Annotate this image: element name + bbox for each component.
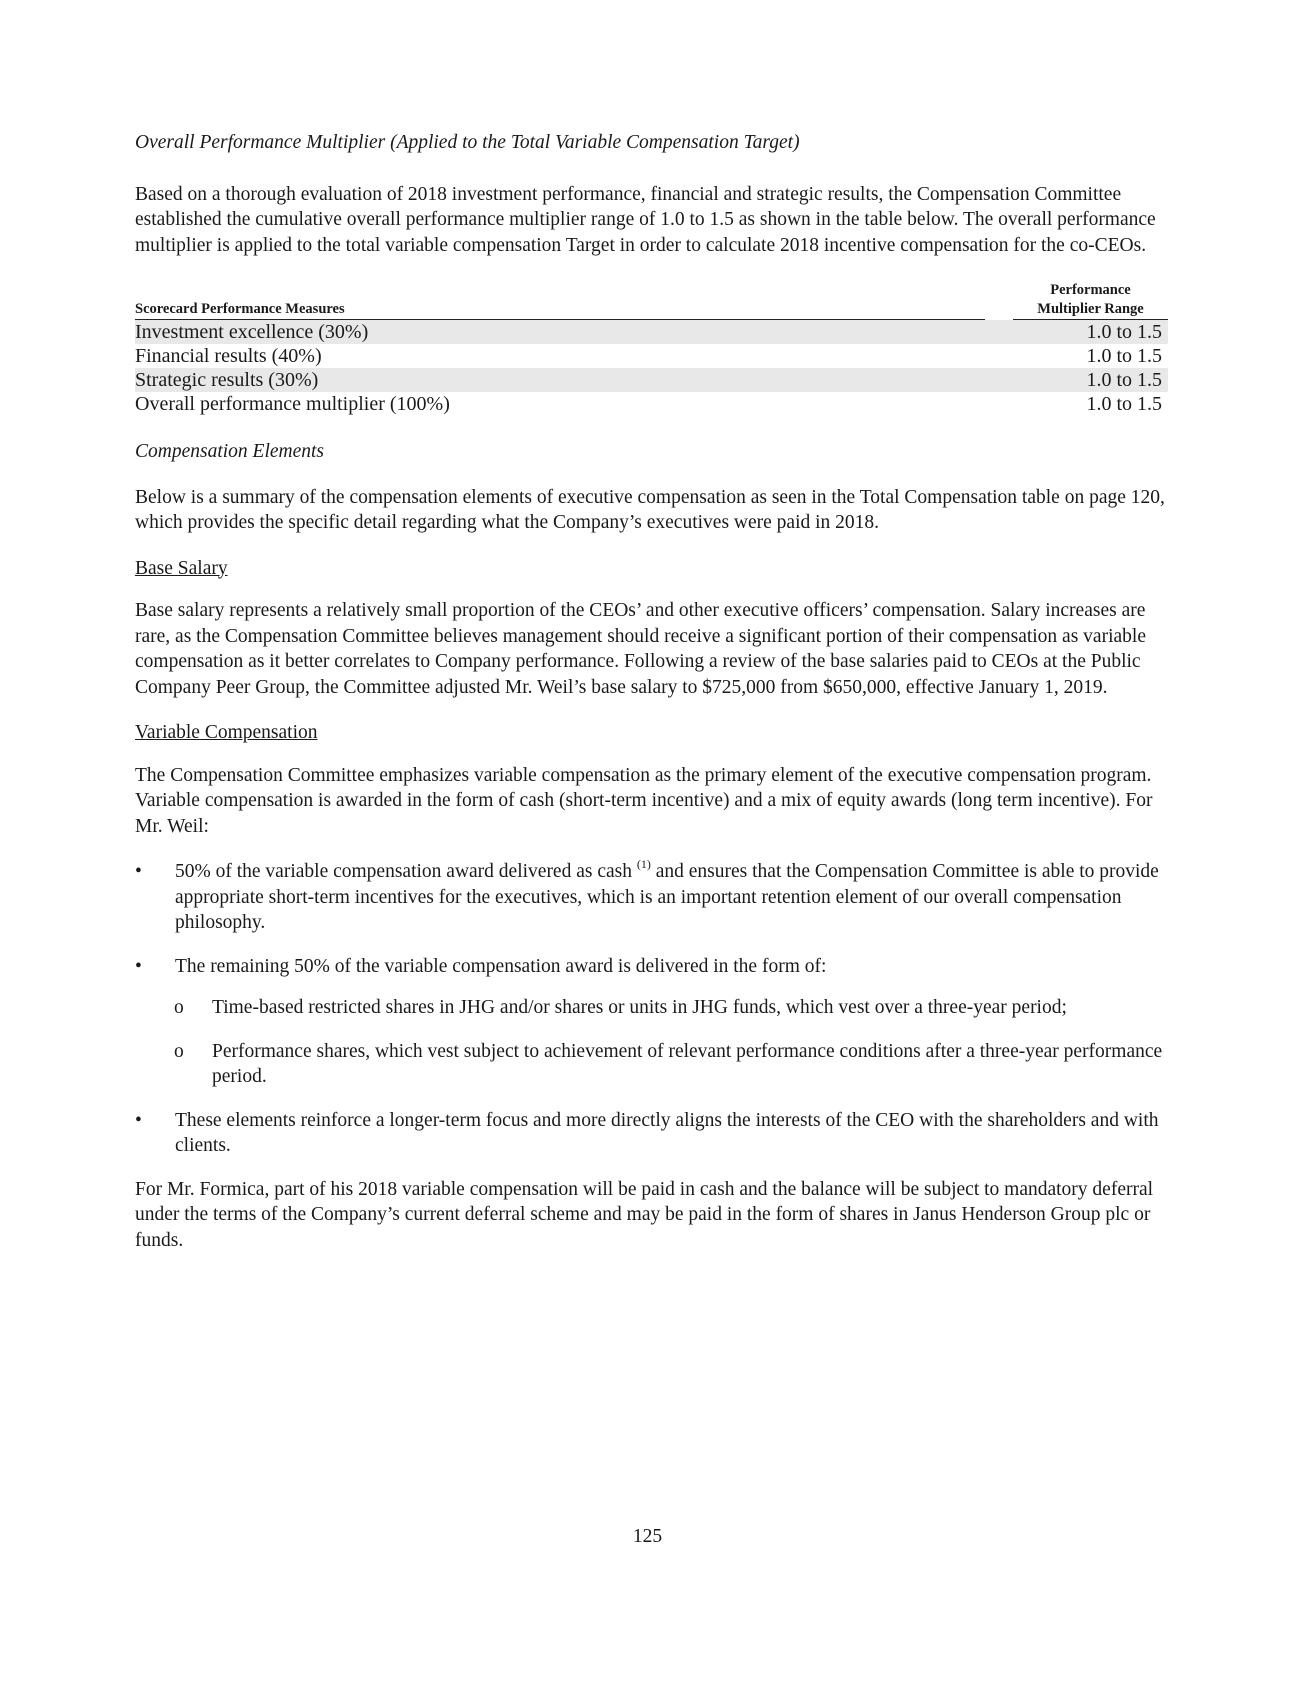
bullet-text-2: The remaining 50% of the variable compensation award is delivered in the form of: [175, 955, 827, 977]
footnote-ref: (1) [636, 856, 651, 871]
table-row [135, 392, 1168, 416]
table-row [135, 320, 1168, 345]
base-salary-heading: Base Salary [135, 557, 228, 579]
document-page [135, 130, 1170, 1273]
header-measures: Scorecard Performance Measures [135, 281, 985, 320]
measure-cell: Financial results (40%) [135, 345, 322, 367]
header-range [1013, 281, 1168, 320]
formica-paragraph: For Mr. Formica, part of his 2018 variable compensation will be paid in cash and the balance will be subject to mandatory deferral under the terms of the Company’s current deferral scheme and may be paid in the form of shares in Janus Henderson Group plc or funds. [135, 1178, 1154, 1251]
bullet-text-3: These elements reinforce a longer-term focus and more directly aligns the interests of the CEO with the shareholders and with clients. [175, 1109, 1159, 1156]
variable-paragraph: The Compensation Committee emphasizes variable compensation as the primary element of the executive compensation program. Variable compensation is awarded in the form of cash (short-term incentive) and a mix of equity awards (long term incentive). For Mr. Weil: [135, 764, 1153, 837]
bullet-marker: • [135, 1109, 142, 1131]
table-row [135, 368, 1168, 392]
sub-list [135, 995, 1170, 1090]
bullet-text-1a: 50% of the variable compensation award delivered as cash [175, 861, 637, 882]
sub-bullet-marker: o [174, 997, 184, 1018]
range-cell: 1.0 to 1.5 [1013, 320, 1168, 345]
list-item [135, 1108, 1170, 1159]
table-header-row [135, 281, 1168, 320]
bullet-marker: • [135, 955, 142, 977]
list-item [135, 954, 1170, 1090]
range-cell: 1.0 to 1.5 [1086, 345, 1162, 367]
sub-text-1: Time-based restricted shares in JHG and/or shares or units in JHG funds, which vest over a three-year period; [212, 997, 1067, 1018]
performance-multiplier-table [135, 281, 1168, 416]
list-item [135, 995, 1170, 1021]
range-cell: 1.0 to 1.5 [1086, 393, 1162, 415]
header-range-line1: Performance [1050, 282, 1131, 298]
sub-text-2: Performance shares, which vest subject to achievement of relevant performance conditions after a three-year performance period. [212, 1040, 1163, 1087]
base-salary-paragraph: Base salary represents a relatively small proportion of the CEOs’ and other executive officers’ compensation. Salary increases are rare, as the Compensation Committee believes management should receive a significant portion of their compensation as variable compensation as it better correlates to Company performance. Following a review of the base salaries paid to CEOs at the Public Company Peer Group, the Committee adjusted Mr. Weil’s base salary to $725,000 from $650,000, effective January 1, 2019. [135, 600, 1146, 698]
intro-paragraph: Based on a thorough evaluation of 2018 investment performance, financial and strategic results, the Compensation Committee established the cumulative overall performance multiplier range of 1.0 to 1.5 as shown in the table below. The overall performance multiplier is applied to the total variable compensation Target in order to calculate 2018 incentive compensation for the co-CEOs. [135, 183, 1156, 256]
measure-cell: Overall performance multiplier (100%) [135, 393, 450, 415]
variable-compensation-heading: Variable Compensation [135, 722, 318, 743]
range-cell: 1.0 to 1.5 [1013, 368, 1168, 392]
bullet-list [135, 856, 1170, 1159]
header-gap [985, 281, 1013, 320]
list-item [135, 1039, 1170, 1090]
measure-cell: Investment excellence (30%) [135, 320, 985, 345]
sub-bullet-marker: o [174, 1040, 184, 1062]
multiplier-heading: Overall Performance Multiplier (Applied to the Total Variable Compensation Target) [135, 132, 800, 153]
page-number: 125 [632, 1526, 663, 1547]
elements-paragraph: Below is a summary of the compensation elements of executive compensation as seen in the Total Compensation table on page 120, which provides the specific detail regarding what the Company’s executives were paid in 2018. [135, 486, 1165, 533]
elements-heading: Compensation Elements [135, 441, 325, 462]
header-range-line2: Multiplier Range [1037, 301, 1144, 317]
bullet-marker: • [135, 861, 142, 882]
bullet-text-1b: and ensures that the Compensation Committee is able to provide appropriate short-term incentives for the executives, which is an important retention element of our overall compensation philosophy. [175, 861, 1159, 933]
measure-cell: Strategic results (30%) [135, 368, 985, 392]
table-row [135, 344, 1168, 368]
list-item [135, 856, 1170, 936]
